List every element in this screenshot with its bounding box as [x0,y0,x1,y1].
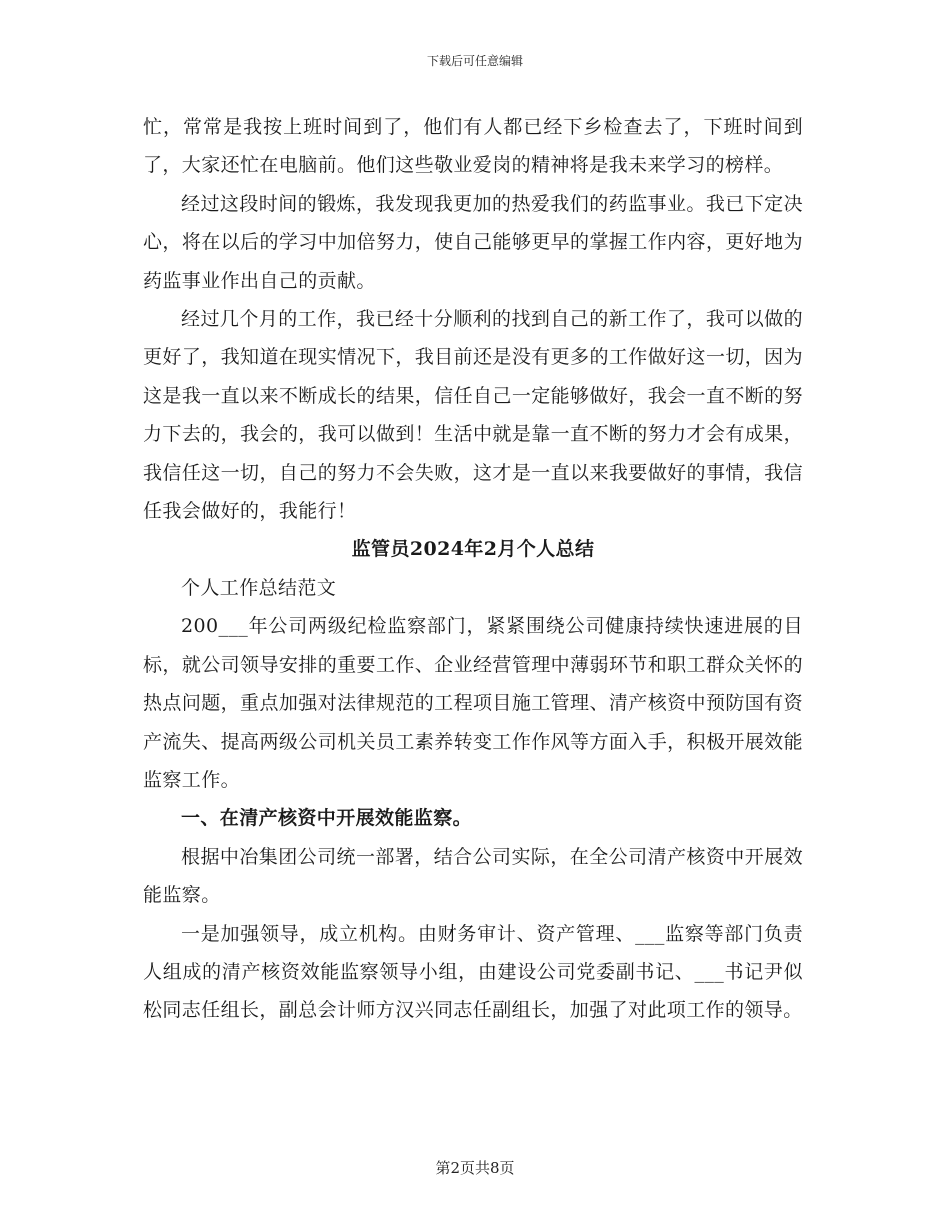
paragraph-3: 经过几个月的工作，我已经十分顺利的找到自己的新工作了，我可以做的更好了，我知道在现实情况下，我目前还是没有更多的工作做好这一切，因为这是我一直以来不断成长的结果，信任自己一定能够做好，我会一直不断的努力下去的，我会的，我可以做到！生活中就是靠一直不断的努力才会有成果，我信任这一切，自己的努力不会失败，这才是一直以来我要做好的事情，我信任我会做好的，我能行！ [143,308,803,523]
subtitle: 个人工作总结范文 [181,576,337,599]
paragraph-5: 根据中冶集团公司统一部署，结合公司实际，在全公司清产核资中开展效能监察。 [143,845,803,907]
page-footer: 第2页共8页 [435,1159,515,1177]
paragraph-2: 经过这段时间的锻炼，我发现我更加的热爱我们的药监事业。我已下定决心，将在以后的学习中加倍努力，使自己能够更早的掌握工作内容，更好地为药监事业作出自己的贡献。 [143,192,803,292]
paragraph-4: 200___年公司两级纪检监察部门，紧紧围绕公司健康持续快速进展的目标，就公司领导安排的重要工作、企业经营管理中薄弱环节和职工群众关怀的热点问题，重点加强对法律规范的工程项目施工管理、清产核资中预防国有资产流失、提高两级公司机关员工素养转变工作作风等方面入手，积极开展效能监察工作。 [143,615,803,791]
document-body [143,108,803,1030]
page-header: 下载后可任意编辑 [426,54,523,68]
section-heading-1: 一、在清产核资中开展效能监察。 [181,807,473,830]
paragraph-1: 忙，常常是我按上班时间到了，他们有人都已经下乡检查去了，下班时间到了，大家还忙在电脑前。他们这些敬业爱岗的精神将是我未来学习的榜样。 [143,116,803,177]
paragraph-6: 一是加强领导，成立机构。由财务审计、资产管理、___监察等部门负责人组成的清产核资效能监察领导小组，由建设公司党委副书记、___书记尹似松同志任组长，副总会计师方汉兴同志任副组长，加强了对此项工作的领导。 [143,922,803,1022]
section-title: 监管员2024年2月个人总结 [351,538,595,561]
